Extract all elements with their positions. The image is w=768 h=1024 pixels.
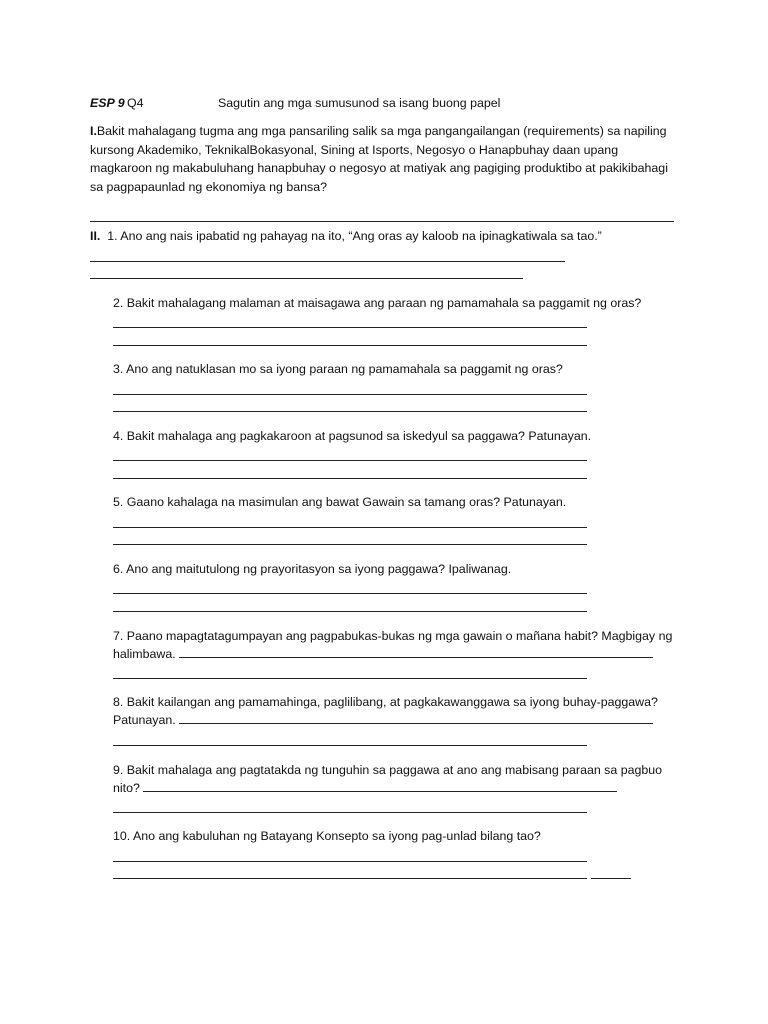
question-7-tail: halimbawa. (113, 647, 176, 661)
section-1-numeral: I. (90, 124, 97, 138)
answer-line[interactable] (113, 861, 587, 862)
answer-line[interactable] (113, 812, 587, 813)
section-1-question (90, 122, 680, 196)
quarter-label: Q4 (127, 96, 144, 110)
question-9-tail: nito? (113, 781, 140, 795)
section-2-numeral: II. (90, 229, 101, 243)
question-8: 8. Bakit kailangan ang pamamahinga, paglilibang, at pagkakawanggawa sa iyong buhay-paggawa? (113, 695, 658, 709)
question-8-continuation (113, 711, 693, 730)
question-2: 2. Bakit mahalagang malaman at maisagawa ang paraan ng pamamahala sa paggamit ng oras? (113, 296, 642, 310)
question-7: 7. Paano mapagtatagumpayan ang pagpabukas-bukas ng mga gawain o mañana habit? Magbigay ng (113, 629, 673, 643)
answer-line[interactable] (113, 394, 587, 395)
question-8-tail: Patunayan. (113, 713, 176, 727)
inline-answer-line[interactable] (179, 645, 653, 658)
answer-line[interactable] (113, 478, 587, 479)
answer-line[interactable] (113, 527, 587, 528)
answer-line[interactable] (591, 878, 631, 879)
answer-line[interactable] (113, 678, 587, 679)
answer-line[interactable] (90, 261, 565, 262)
subject-label: ESP 9 (90, 96, 125, 110)
answer-line[interactable] (90, 278, 523, 279)
answer-line[interactable] (113, 327, 587, 328)
answer-line[interactable] (90, 221, 674, 222)
question-6: 6. Ano ang maitutulong ng prayoritasyon sa iyong paggawa? Ipaliwanag. (113, 562, 512, 576)
inline-answer-line[interactable] (143, 779, 617, 792)
question-10: 10. Ano ang kabuluhan ng Batayang Konsepto sa iyong pag-unlad bilang tao? (113, 829, 541, 843)
question-7-continuation (113, 645, 693, 664)
answer-line[interactable] (113, 878, 587, 879)
answer-line[interactable] (113, 345, 587, 346)
instruction-text: Sagutin ang mga sumusunod sa isang buong papel (218, 96, 501, 110)
question-9-continuation (113, 779, 693, 798)
question-5: 5. Gaano kahalaga na masimulan ang bawat Gawain sa tamang oras? Patunayan. (113, 495, 567, 509)
answer-line[interactable] (113, 745, 587, 746)
question-1-text: 1. Ano ang nais ipabatid ng pahayag na ito, “Ang oras ay kaloob na ipinagkatiwala sa tao.” (107, 229, 602, 243)
inline-answer-line[interactable] (179, 711, 653, 724)
answer-line[interactable] (113, 611, 587, 612)
answer-line[interactable] (113, 593, 587, 594)
question-3: 3. Ano ang natuklasan mo sa iyong paraan ng pamamahala sa paggamit ng oras? (113, 362, 563, 376)
answer-line[interactable] (113, 544, 587, 545)
worksheet-header (90, 94, 690, 112)
question-4: 4. Bakit mahalaga ang pagkakaroon at pagsunod sa iskedyul sa paggawa? Patunayan. (113, 429, 592, 443)
question-1 (90, 227, 690, 246)
answer-line[interactable] (113, 411, 587, 412)
question-9: 9. Bakit mahalaga ang pagtatakda ng tunguhin sa paggawa at ano ang mabisang paraan sa pagbuo (113, 763, 663, 777)
section-1-text: Bakit mahalagang tugma ang mga pansariling salik sa mga pangangailangan (requirements) sa napiling kursong Akademiko, TeknikalBokasyonal, Sining at Isports, Negosyo o Hanapbuhay daan upang magkaroon ng makabuluhang hanapbuhay o negosyo at matiyak ang pagiging produktibo at pakikibahagi sa pagpapaunlad ng ekonomiya ng bansa? (90, 124, 668, 194)
answer-line[interactable] (113, 460, 587, 461)
